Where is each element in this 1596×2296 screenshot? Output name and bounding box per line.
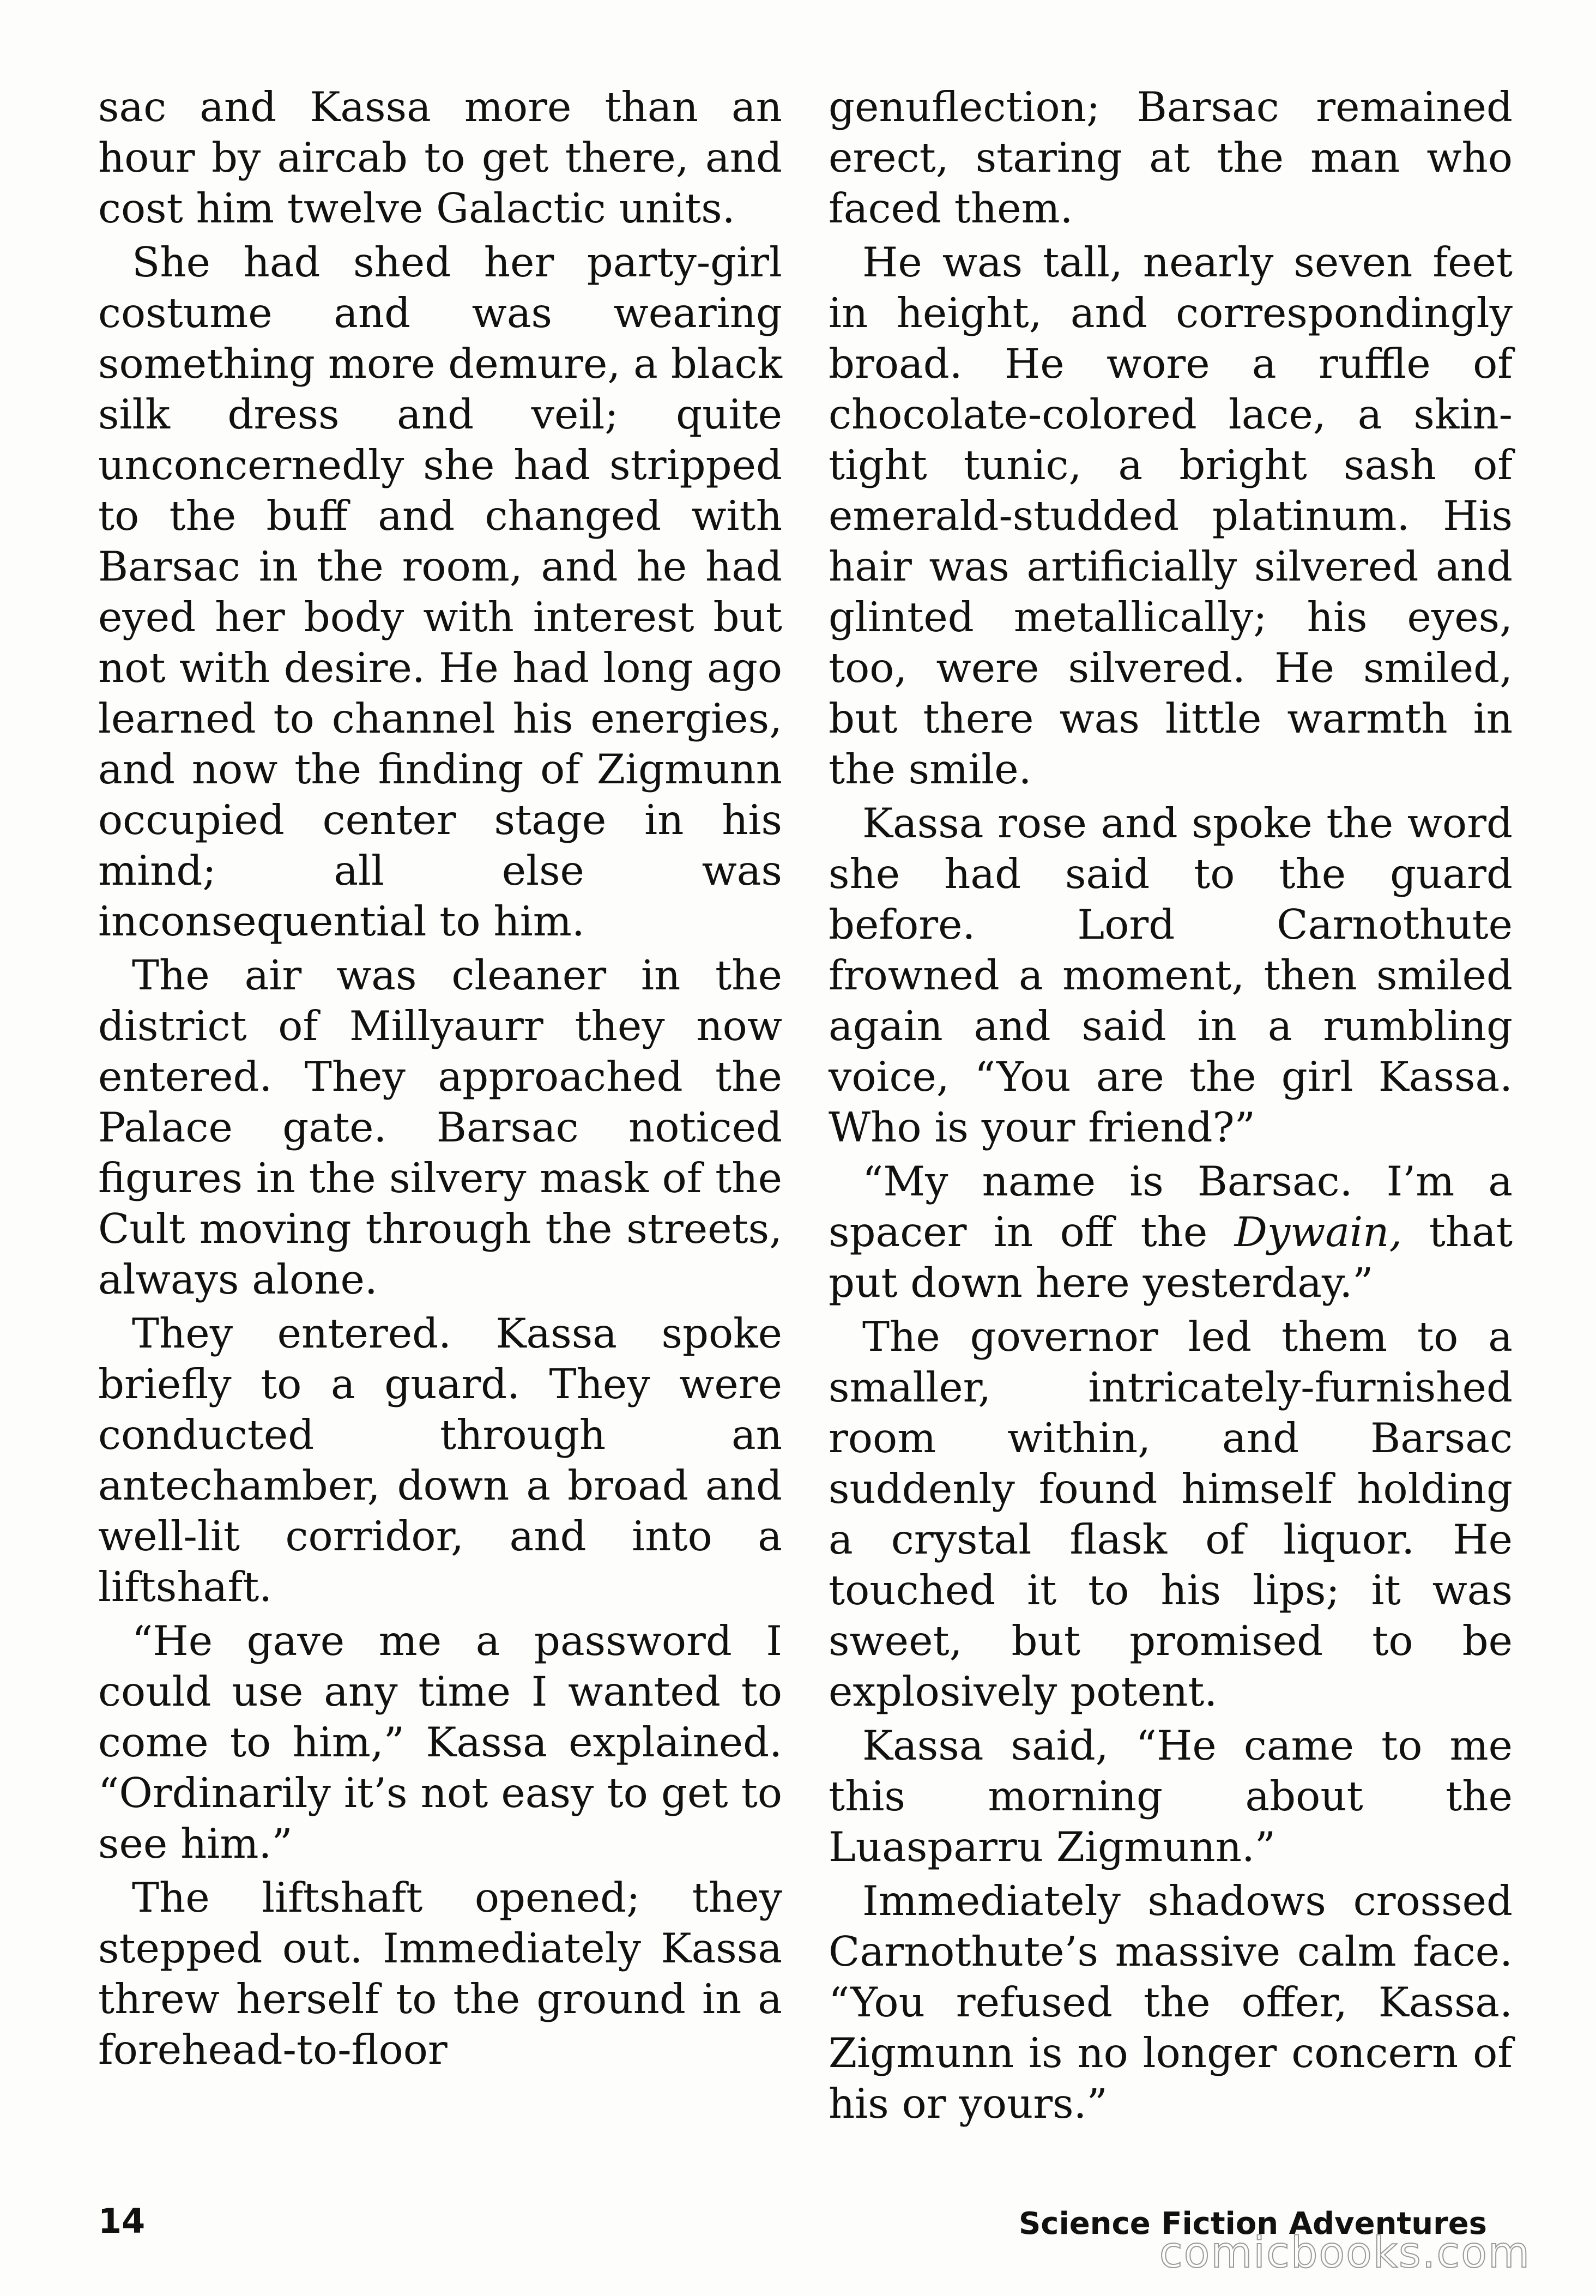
paragraph: She had shed her party-girl costume and was wearing something more demure, a black silk dress and veil; quite unconcernedly she had stripped to the buff and changed with Barsac in the room, and he had eyed her body with interest but not with desire. He had long ago learned to channel his energies, and now the finding of Zigmunn occupied center stage in his mind; all else was inconsequential to him.	[98, 238, 782, 945]
paragraph: Immediately shadows crossed Carnothute’s massive calm face. “You refused the offer, Kassa. Zigmunn is no longer concern of his or yours.”	[829, 1877, 1513, 2128]
right-column	[829, 82, 1513, 2132]
paragraph: Kassa rose and spoke the word she had said to the guard before. Lord Carnothute frowned a moment, then smiled again and said in a rumbling voice, “You are the girl Kassa. Who is your friend?”	[829, 799, 1513, 1151]
paragraph	[829, 1156, 1513, 1308]
ship-name: Dywain,	[1234, 1208, 1402, 1256]
page-number: 14	[98, 2201, 146, 2241]
paragraph: He was tall, nearly seven feet in height, and correspondingly broad. He wore a ruffle of chocolate-colored lace, a skin-tight tunic, a bright sash of emerald-studded platinum. His hair was artificially silvered and glinted metallically; his eyes, too, were silvered. He smiled, but there was little warmth in the smile.	[829, 238, 1513, 793]
paragraph: The air was cleaner in the district of Millyaurr they now entered. They approached the Palace gate. Barsac noticed figures in the silvery mask of the Cult moving through the streets, always alone.	[98, 951, 782, 1303]
paragraph: sac and Kassa more than an hour by aircab to get there, and cost him twelve Galactic units.	[98, 83, 782, 232]
paragraph: The governor led them to a smaller, intricately-furnished room within, and Barsac suddenly found himself holding a crystal flask of liquor. He touched it to his lips; it was sweet, but promised to be explosively potent.	[829, 1313, 1513, 1715]
magazine-title: Science Fiction Adventures	[1018, 2206, 1487, 2241]
site-watermark: comicbooks.com	[1159, 2228, 1531, 2277]
paragraph: Kassa said, “He came to me this morning about the Luasparru Zigmunn.”	[829, 1721, 1513, 1871]
paragraph: The liftshaft opened; they stepped out. Immediately Kassa threw herself to the ground in a forehead-to-floor	[98, 1874, 782, 2074]
paragraph: genuflection; Barsac remained erect, staring at the man who faced them.	[829, 83, 1513, 232]
left-column	[98, 82, 782, 2079]
paragraph: “He gave me a password I could use any time I wanted to come to him,” Kassa explained. “Ordinarily it’s not easy to get to see him.”	[98, 1617, 782, 1868]
paragraph: They entered. Kassa spoke briefly to a guard. They were conducted through an antechamber, down a broad and well-lit corridor, and into a liftshaft.	[98, 1309, 782, 1611]
paragraph-text: that put down here yesterday.”	[829, 1208, 1513, 1307]
paragraph-text: “My name is Barsac. I’m a spacer in off the	[829, 1157, 1513, 1256]
